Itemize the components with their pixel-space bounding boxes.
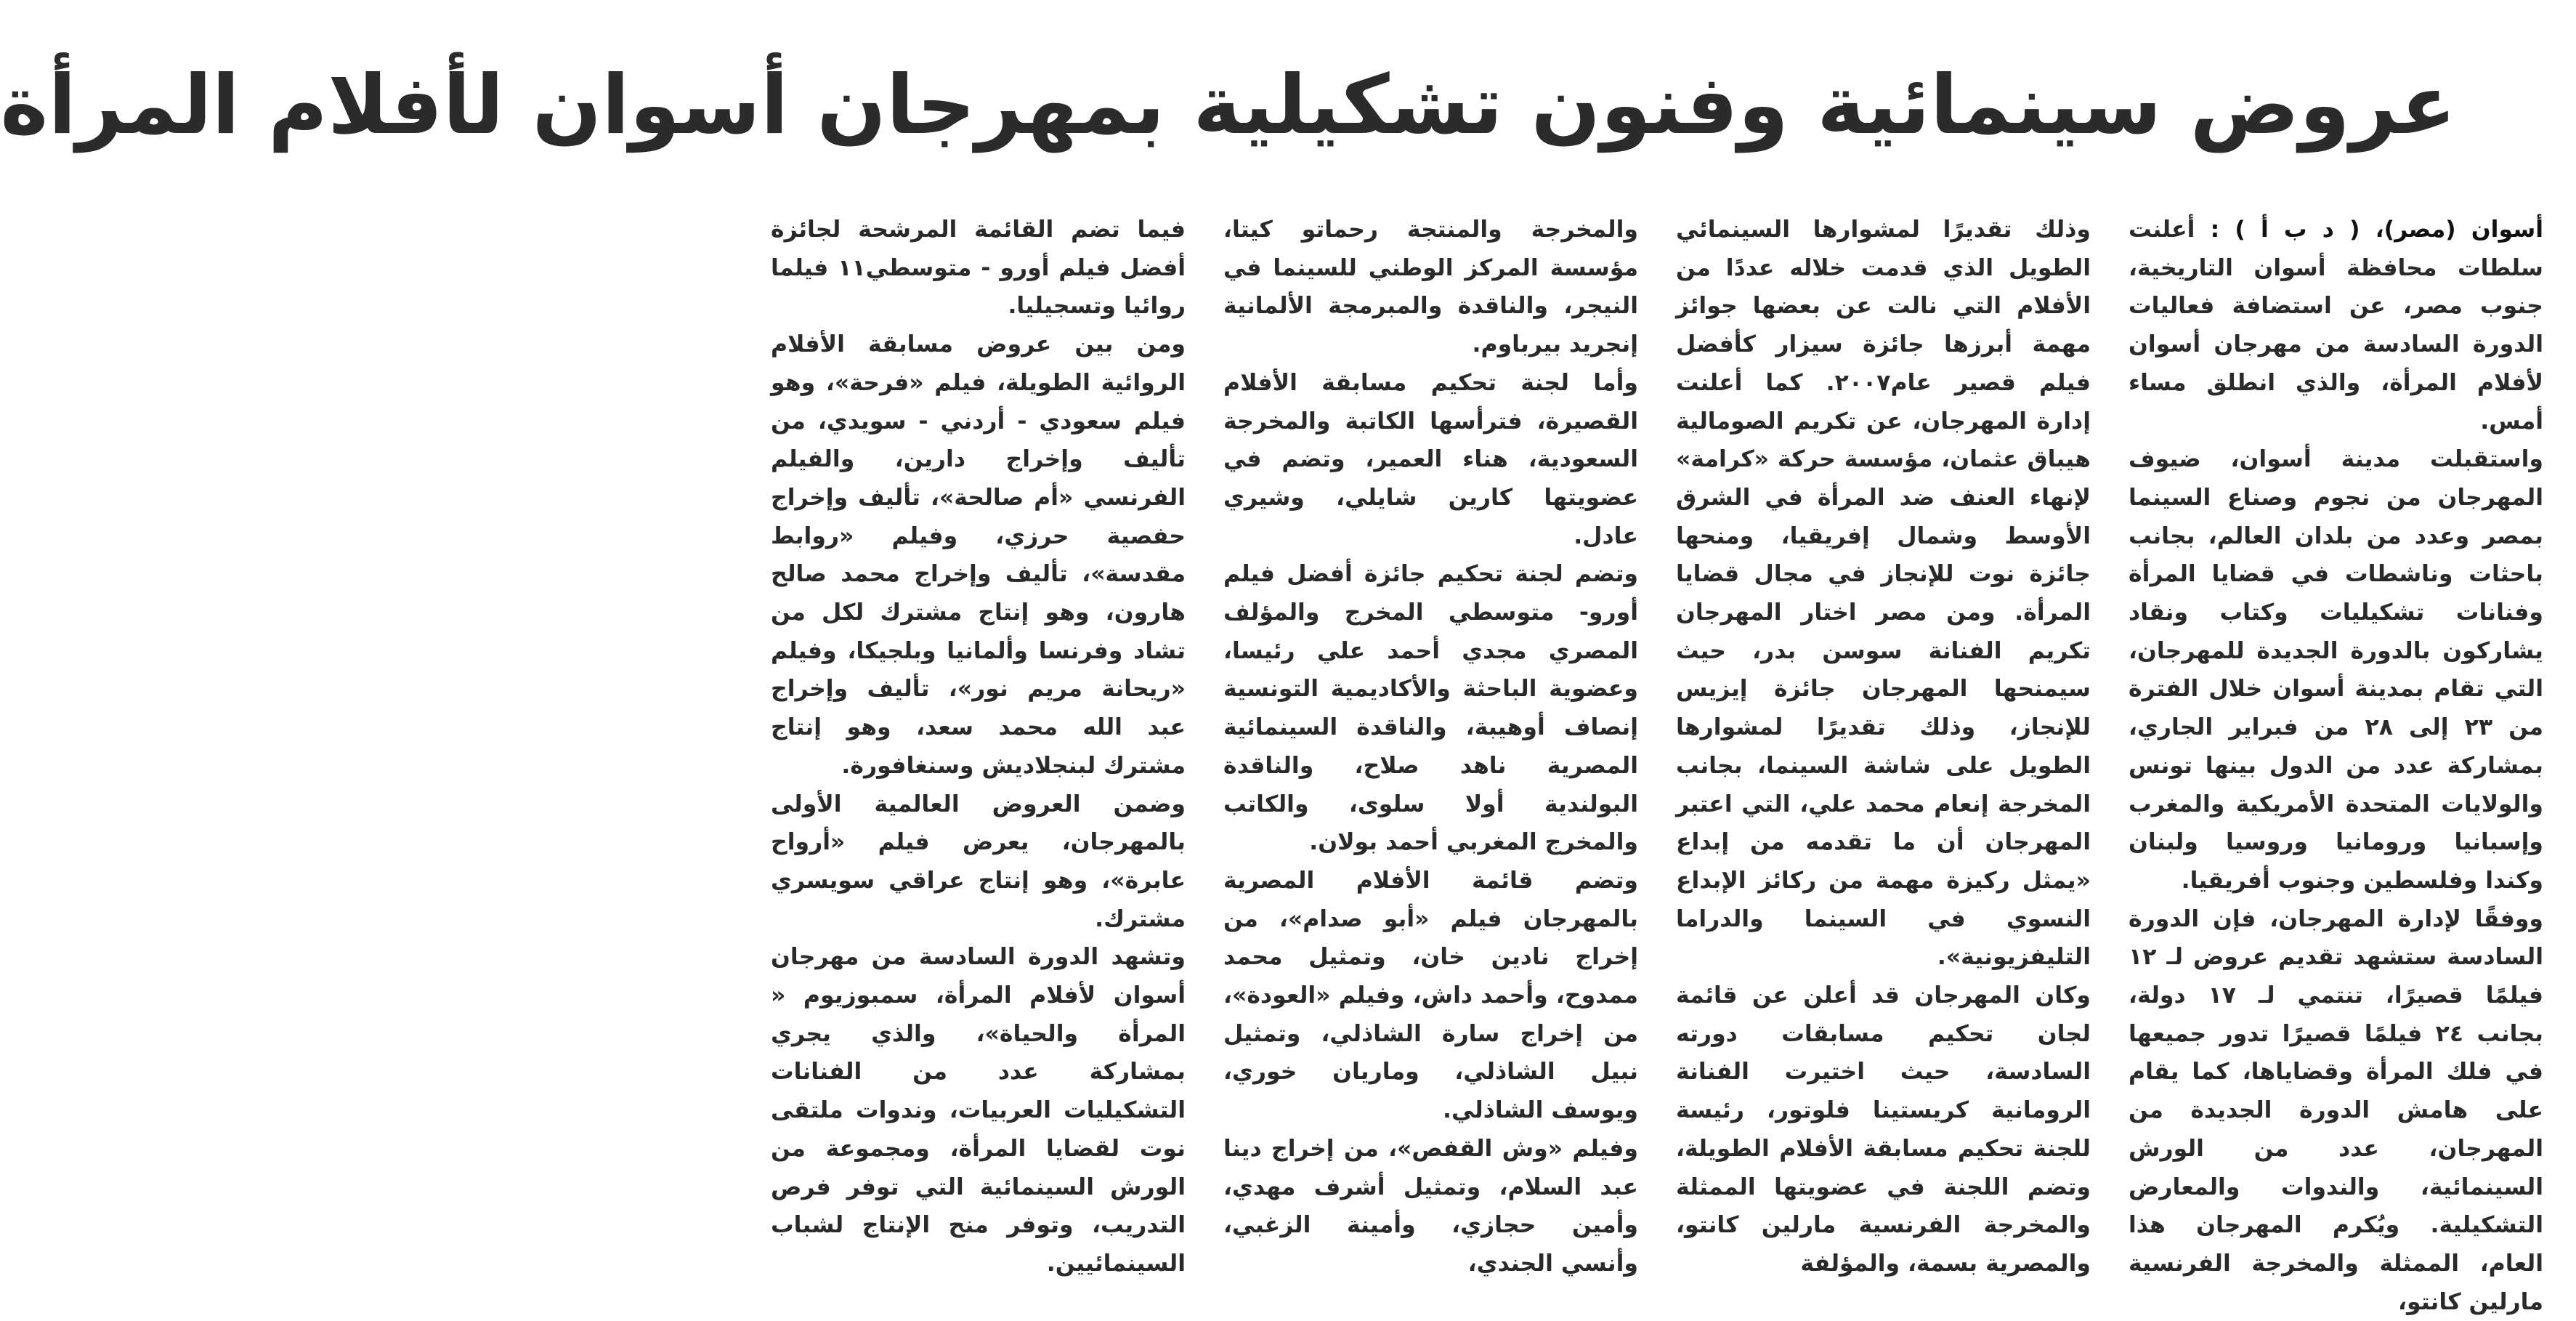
column-paragraph: والمخرجة والمنتجة رحماتو كيتا، مؤسسة المركز الوطني للسينما في النيجر، والناقدة والمبرمجة الألمانية إنجريد بيرباوم. xyxy=(1223,217,1638,358)
column-paragraph: وأما لجنة تحكيم مسابقة الأفلام القصيرة، فترأسها الكاتبة والمخرجة السعودية، هناء العمير، وتضم في عضويتها كارين شايلي، وشيري عادل. xyxy=(1223,369,1638,549)
column-paragraph: واستقبلت مدينة أسوان، ضيوف المهرجان من نجوم وصناع السينما بمصر وعدد من بلدان العالم، بجانب باحثات وناشطات في قضايا المرأة وفنانات تشكيليات وكتاب ونقاد يشاركون بالدورة الجديدة للمهرجان، التي تقام بمدينة أسوان خلال الفترة من ٢٣ إلى ٢٨ من فبراير الجاري، بمشاركة عدد من الدول بينها تونس والولايات المتحدة الأمريكية والمغرب وإسبانيا ورومانيا وروسيا ولبنان وكندا وفلسطين وجنوب أفريقيا. xyxy=(2129,446,2543,894)
column-paragraph: ووفقًا لإدارة المهرجان، فإن الدورة السادسة ستشهد تقديم عروض لـ ١٢ فيلمًا قصيرًا، تنتمي لـ ١٧ دولة، بجانب ٢٤ فيلمًا قصيرًا تدور جميعها في فلك المرأة وقضاياها، كما يقام على هامش الدورة الجديدة من المهرجان، عدد من الورش السينمائية، والندوات والمعارض التشكيلية. ويُكرم المهرجان هذا العام، الممثلة والمخرجة الفرنسية مارلين كانتو، xyxy=(2129,905,2544,1315)
column-paragraph: وضمن العروض العالمية الأولى بالمهرجان، يعرض فيلم «أرواح عابرة»، وهو إنتاج عراقي سويسري مشترك. xyxy=(771,791,1186,932)
column-paragraph: وتضم قائمة الأفلام المصرية بالمهرجان فيلم «أبو صدام»، من إخراج نادين خان، وتمثيل محمد ممدوح، وأحمد داش، وفيلم «العودة»، من إخراج سارة الشاذلي، وتمثيل نبيل الشاذلي، وماريان خوري، ويوسف الشاذلي. xyxy=(1223,867,1638,1124)
column-paragraph: ومن بين عروض مسابقة الأفلام الروائية الطويلة، فيلم «فرحة»، وهو فيلم سعودي - أردني - سويدي، من تأليف وإخراج دارين، والفيلم الفرنسي «أم صالحة»، تأليف وإخراج حفصية حرزي، وفيلم «روابط مقدسة»، تأليف وإخراج محمد صالح هارون، وهو إنتاج مشترك لكل من تشاد وفرنسا وألمانيا وبلجيكا، وفيلم «ريحانة مريم نور»، تأليف وإخراج عبد الله محمد سعد، وهو إنتاج مشترك لبنجلاديش وسنغافورة. xyxy=(771,331,1186,779)
column-paragraph xyxy=(2129,211,2543,440)
column-paragraph: وتشهد الدورة السادسة من مهرجان أسوان لأفلام المرأة، سمبوزيوم « المرأة والحياة»، والذي يجري بمشاركة عدد من الفنانات التشكيليات العربيات، وندوات ملتقى نوت لقضايا المرأة، ومجموعة من الورش السينمائية التي توفر فرص التدريب، وتوفر منح الإنتاج لشباب السينمائيين. xyxy=(771,944,1186,1277)
article-column-4 xyxy=(771,211,1186,1277)
column-paragraph: وفيلم «وش القفص»، من إخراج دينا عبد السلام، وتمثيل أشرف مهدي، وأمين حجازي، وأمينة الزغبي، وأنسي الجندي، xyxy=(1223,1135,1638,1277)
article-headline: عروض سينمائية وفنون تشكيلية بمهرجان أسوان لأفلام المرأة xyxy=(0,58,2456,153)
column-paragraph: وكان المهرجان قد أعلن عن قائمة لجان تحكيم مسابقات دورته السادسة، حيث اختيرت الفنانة الرومانية كريستينا فلوتور، رئيسة للجنة تحكيم مسابقة الأفلام الطويلة، وتضم اللجنة في عضويتها الممثلة والمخرجة الفرنسية مارلين كانتو، والمصرية بسمة، والمؤلفة xyxy=(1676,982,2091,1277)
article-dateline: أسوان (مصر)، ( د ب أ ) : xyxy=(2210,217,2543,243)
paragraph-text: أعلنت سلطات محافظة أسوان التاريخية، جنوب مصر، عن استضافة فعاليات الدورة السادسة من مهرجان أسوان لأفلام المرأة، والذي انطلق مساء أمس. xyxy=(2129,217,2543,435)
column-paragraph: فيما تضم القائمة المرشحة لجائزة أفضل فيلم أورو - متوسطي١١ فيلما روائيا وتسجيليا. xyxy=(771,217,1186,320)
article-column-3 xyxy=(1223,211,1638,1277)
column-paragraph: وتضم لجنة تحكيم جائزة أفضل فيلم أورو- متوسطي المخرج والمؤلف المصري مجدي أحمد علي رئيسا، وعضوية الباحثة والأكاديمية التونسية إنصاف أوهيبة، والناقدة السينمائية المصرية ناهد صلاح، والناقدة البولندية أولا سلوى، والكاتب والمخرج المغربي أحمد بولان. xyxy=(1223,561,1638,856)
article-column-1 xyxy=(2129,211,2544,1315)
article-column-2 xyxy=(1676,211,2091,1277)
article-body xyxy=(771,211,2544,1315)
column-paragraph: وذلك تقديرًا لمشوارها السينمائي الطويل الذي قدمت خلاله عددًا من الأفلام التي نالت عن بعضها جوائز مهمة أبرزها جائزة سيزار كأفضل فيلم قصير عام٢٠٠٧. كما أعلنت إدارة المهرجان، عن تكريم الصومالية هيباق عثمان، مؤسسة حركة «كرامة» لإنهاء العنف ضد المرأة في الشرق الأوسط وشمال إفريقيا، ومنحها جائزة نوت للإنجاز في مجال قضايا المرأة. ومن مصر اختار المهرجان تكريم الفنانة سوسن بدر، حيث سيمنحها المهرجان جائزة إيزيس للإنجاز، وذلك تقديرًا لمشوارها الطويل على شاشة السينما، بجانب المخرجة إنعام محمد علي، التي اعتبر المهرجان أن ما تقدمه من إبداع «يمثل ركيزة مهمة من ركائز الإبداع النسوي في السينما والدراما التليفزيونية». xyxy=(1676,217,2091,971)
